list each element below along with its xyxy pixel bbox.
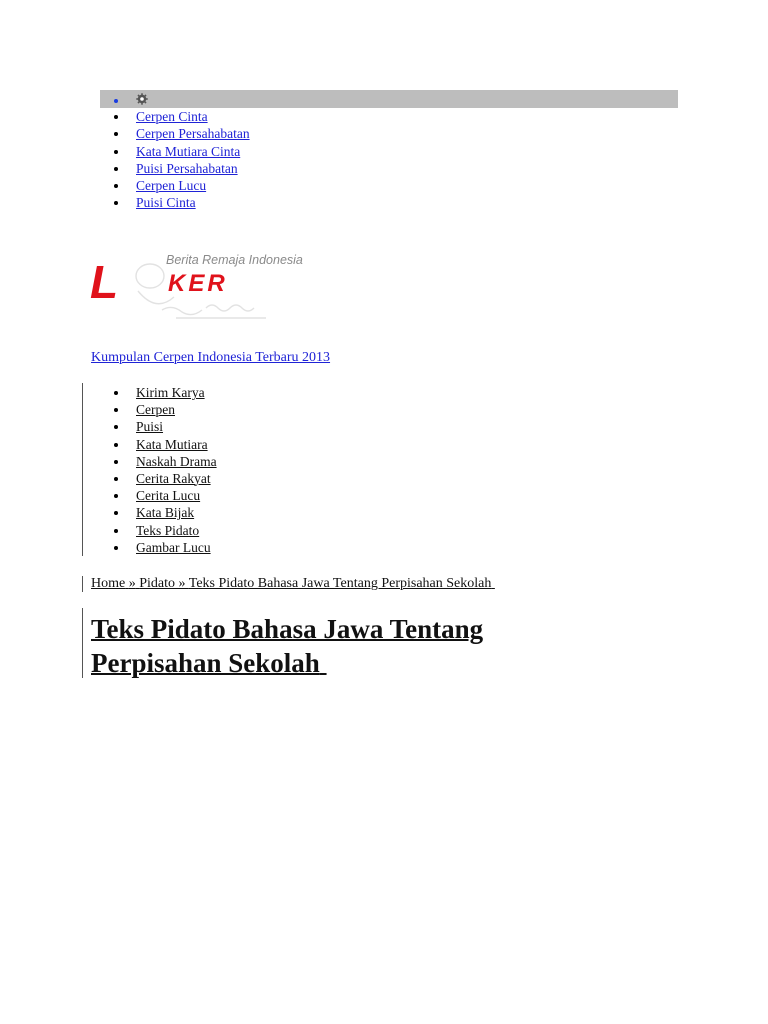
nav-link-cerita-lucu[interactable]: Cerita Lucu <box>136 488 201 504</box>
page-title <box>91 612 611 680</box>
nav-link-cerita-rakyat[interactable]: Cerita Rakyat <box>136 470 211 486</box>
breadcrumb-current[interactable]: Teks Pidato Bahasa Jawa Tentang Perpisahan Sekolah <box>188 576 492 591</box>
top-menu-link-kata-mutiara-cinta[interactable]: Kata Mutiara Cinta <box>136 143 241 159</box>
breadcrumb-divider <box>82 576 83 592</box>
nav-item <box>100 522 217 539</box>
nav-item <box>100 539 217 556</box>
nav-item <box>100 418 217 435</box>
top-menu-link-puisi-persahabatan[interactable]: Puisi Persahabatan <box>136 160 238 176</box>
top-menu <box>100 90 678 212</box>
breadcrumb-separator: » <box>178 576 186 591</box>
top-menu-link-cerpen-persahabatan[interactable]: Cerpen Persahabatan <box>136 126 250 142</box>
top-menu-item <box>100 160 678 177</box>
nav-item <box>100 401 217 418</box>
breadcrumb-home[interactable]: Home <box>91 576 126 591</box>
top-menu-item <box>100 125 678 142</box>
logo-letter: L <box>90 256 119 308</box>
top-menu-link-cerpen-cinta[interactable]: Cerpen Cinta <box>136 109 208 124</box>
nav-link-kata-mutiara[interactable]: Kata Mutiara <box>136 436 208 452</box>
nav-link-gambar-lucu[interactable]: Gambar Lucu <box>136 539 211 555</box>
site-logo[interactable] <box>88 246 303 336</box>
main-nav <box>100 384 217 556</box>
top-menu-item <box>100 143 678 160</box>
nav-link-naskah-drama[interactable]: Naskah Drama <box>136 453 217 469</box>
nav-link-kata-bijak[interactable]: Kata Bijak <box>136 505 195 521</box>
breadcrumb <box>91 575 495 593</box>
logo-word: KER <box>168 270 228 297</box>
nav-item <box>100 384 217 401</box>
nav-link-puisi[interactable]: Puisi <box>136 419 164 435</box>
top-menu-item <box>100 177 678 194</box>
nav-item <box>100 470 217 487</box>
title-divider <box>82 608 83 678</box>
page-title-link[interactable]: Teks Pidato Bahasa Jawa Tentang Perpisahan Sekolah <box>91 614 484 678</box>
nav-item <box>100 487 217 504</box>
nav-link-teks-pidato[interactable]: Teks Pidato <box>136 522 200 538</box>
gear-icon[interactable] <box>136 93 148 105</box>
top-menu-link-cerpen-lucu[interactable]: Cerpen Lucu <box>136 178 207 194</box>
nav-link-kirim-karya[interactable]: Kirim Karya <box>136 385 205 400</box>
breadcrumb-category[interactable]: Pidato <box>139 576 175 591</box>
logo-tagline: Berita Remaja Indonesia <box>166 253 303 267</box>
breadcrumb-separator: » <box>128 576 136 591</box>
nav-item <box>100 436 217 453</box>
nav-link-cerpen[interactable]: Cerpen <box>136 402 175 418</box>
top-menu-item <box>100 108 678 125</box>
top-menu-bar[interactable] <box>100 90 678 108</box>
top-menu-link-puisi-cinta[interactable]: Puisi Cinta <box>136 195 196 211</box>
nav-divider <box>82 383 83 556</box>
nav-item <box>100 453 217 470</box>
site-tagline-link[interactable]: Kumpulan Cerpen Indonesia Terbaru 2013 <box>91 350 331 365</box>
top-menu-item <box>100 194 678 211</box>
nav-item <box>100 504 217 521</box>
